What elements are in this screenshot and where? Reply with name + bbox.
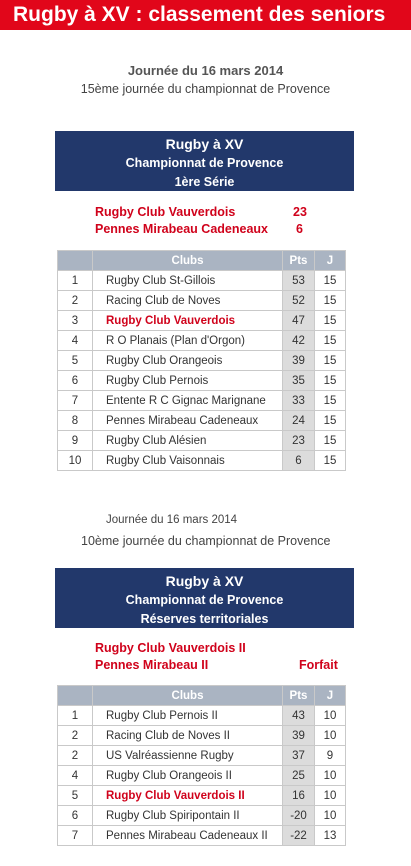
matches-cell: 15 <box>315 351 346 371</box>
section2-result-note: Forfait <box>299 658 338 672</box>
position-cell: 2 <box>58 746 93 766</box>
club-cell: Rugby Club Vauverdois <box>93 311 283 331</box>
club-cell: Rugby Club Pernois <box>93 371 283 391</box>
matches-cell: 10 <box>315 786 346 806</box>
matches-cell: 15 <box>315 431 346 451</box>
table-row <box>58 411 346 431</box>
section1-header-line3: 1ère Série <box>174 175 235 189</box>
position-cell: 9 <box>58 431 93 451</box>
section2-header-line3: Réserves territoriales <box>140 612 269 626</box>
matches-cell: 15 <box>315 331 346 351</box>
table-row <box>58 706 346 726</box>
title-banner <box>0 0 411 30</box>
column-header-position <box>58 686 93 706</box>
points-cell: 6 <box>283 451 315 471</box>
club-cell: Racing Club de Noves II <box>93 726 283 746</box>
points-cell: 53 <box>283 271 315 291</box>
position-cell: 5 <box>58 351 93 371</box>
points-cell: 43 <box>283 706 315 726</box>
table-row <box>58 271 346 291</box>
club-cell: Rugby Club Pernois II <box>93 706 283 726</box>
points-cell: 24 <box>283 411 315 431</box>
matches-cell: 15 <box>315 451 346 471</box>
position-cell: 2 <box>58 726 93 746</box>
column-header-pts: Pts <box>283 686 315 706</box>
club-cell: Rugby Club Orangeois II <box>93 766 283 786</box>
club-cell: Rugby Club Alésien <box>93 431 283 451</box>
column-header-j: J <box>315 251 346 271</box>
section2-standings-table <box>57 685 346 846</box>
table-row <box>58 726 346 746</box>
table-row <box>58 371 346 391</box>
position-cell: 6 <box>58 371 93 391</box>
position-cell: 7 <box>58 826 93 846</box>
matches-cell: 10 <box>315 806 346 826</box>
club-cell: Rugby Club Spiripontain II <box>93 806 283 826</box>
section1-header-box <box>55 131 354 191</box>
table-row <box>58 431 346 451</box>
points-cell: -20 <box>283 806 315 826</box>
section2-header-title: Rugby à XV <box>165 573 244 589</box>
points-cell: 35 <box>283 371 315 391</box>
section1-header-title: Rugby à XV <box>165 136 244 152</box>
points-cell: 33 <box>283 391 315 411</box>
table-row <box>58 451 346 471</box>
club-cell: Rugby Club St-Gillois <box>93 271 283 291</box>
section1-header-line2: Championnat de Provence <box>125 156 284 170</box>
matches-cell: 15 <box>315 291 346 311</box>
matches-cell: 10 <box>315 726 346 746</box>
matches-cell: 10 <box>315 706 346 726</box>
table-row <box>58 311 346 331</box>
table-row <box>58 766 346 786</box>
position-cell: 10 <box>58 451 93 471</box>
table-row <box>58 826 346 846</box>
section1-result-home-score: 23 <box>293 205 307 219</box>
section1-standings-table <box>57 250 346 471</box>
matches-cell: 13 <box>315 826 346 846</box>
position-cell: 3 <box>58 311 93 331</box>
points-cell: 39 <box>283 351 315 371</box>
club-cell: Rugby Club Vauverdois II <box>93 786 283 806</box>
column-header-j: J <box>315 686 346 706</box>
position-cell: 4 <box>58 331 93 351</box>
points-cell: 25 <box>283 766 315 786</box>
section2-result-home: Rugby Club Vauverdois II <box>95 641 246 655</box>
club-cell: Pennes Mirabeau Cadeneaux <box>93 411 283 431</box>
club-cell: Entente R C Gignac Marignane <box>93 391 283 411</box>
table-row <box>58 351 346 371</box>
section2-header-line2: Championnat de Provence <box>125 593 284 607</box>
club-cell: Rugby Club Orangeois <box>93 351 283 371</box>
points-cell: 16 <box>283 786 315 806</box>
section2-subtitle: 10ème journée du championnat de Provence <box>81 534 331 548</box>
table-row <box>58 291 346 311</box>
matches-cell: 15 <box>315 311 346 331</box>
matches-cell: 9 <box>315 746 346 766</box>
points-cell: 39 <box>283 726 315 746</box>
position-cell: 4 <box>58 766 93 786</box>
section2-header-box <box>55 568 354 628</box>
section2-date: Journée du 16 mars 2014 <box>106 514 238 526</box>
table-row <box>58 786 346 806</box>
club-cell: Racing Club de Noves <box>93 291 283 311</box>
position-cell: 5 <box>58 786 93 806</box>
column-header-clubs: Clubs <box>93 686 283 706</box>
position-cell: 6 <box>58 806 93 826</box>
column-header-position <box>58 251 93 271</box>
matches-cell: 10 <box>315 766 346 786</box>
position-cell: 7 <box>58 391 93 411</box>
section1-date: Journée du 16 mars 2014 <box>127 63 284 78</box>
matches-cell: 15 <box>315 371 346 391</box>
matches-cell: 15 <box>315 271 346 291</box>
page-title: Rugby à XV : classement des seniors <box>13 3 386 26</box>
position-cell: 2 <box>58 291 93 311</box>
table-header-row <box>58 251 346 271</box>
position-cell: 1 <box>58 706 93 726</box>
matches-cell: 15 <box>315 391 346 411</box>
column-header-pts: Pts <box>283 251 315 271</box>
points-cell: 52 <box>283 291 315 311</box>
table-row <box>58 746 346 766</box>
club-cell: Rugby Club Vaisonnais <box>93 451 283 471</box>
club-cell: US Valréassienne Rugby <box>93 746 283 766</box>
points-cell: 37 <box>283 746 315 766</box>
points-cell: 23 <box>283 431 315 451</box>
section1-result-away: Pennes Mirabeau Cadeneaux <box>95 222 268 236</box>
section1-result-away-score: 6 <box>296 222 303 236</box>
club-cell: R O Planais (Plan d'Orgon) <box>93 331 283 351</box>
position-cell: 1 <box>58 271 93 291</box>
column-header-clubs: Clubs <box>93 251 283 271</box>
position-cell: 8 <box>58 411 93 431</box>
section2-result-away: Pennes Mirabeau II <box>95 658 209 672</box>
points-cell: -22 <box>283 826 315 846</box>
table-header-row <box>58 686 346 706</box>
section1-result-home: Rugby Club Vauverdois <box>95 205 236 219</box>
points-cell: 47 <box>283 311 315 331</box>
table-row <box>58 391 346 411</box>
table-row <box>58 331 346 351</box>
club-cell: Pennes Mirabeau Cadeneaux II <box>93 826 283 846</box>
table-row <box>58 806 346 826</box>
points-cell: 42 <box>283 331 315 351</box>
section1-subtitle: 15ème journée du championnat de Provence <box>80 82 331 96</box>
matches-cell: 15 <box>315 411 346 431</box>
